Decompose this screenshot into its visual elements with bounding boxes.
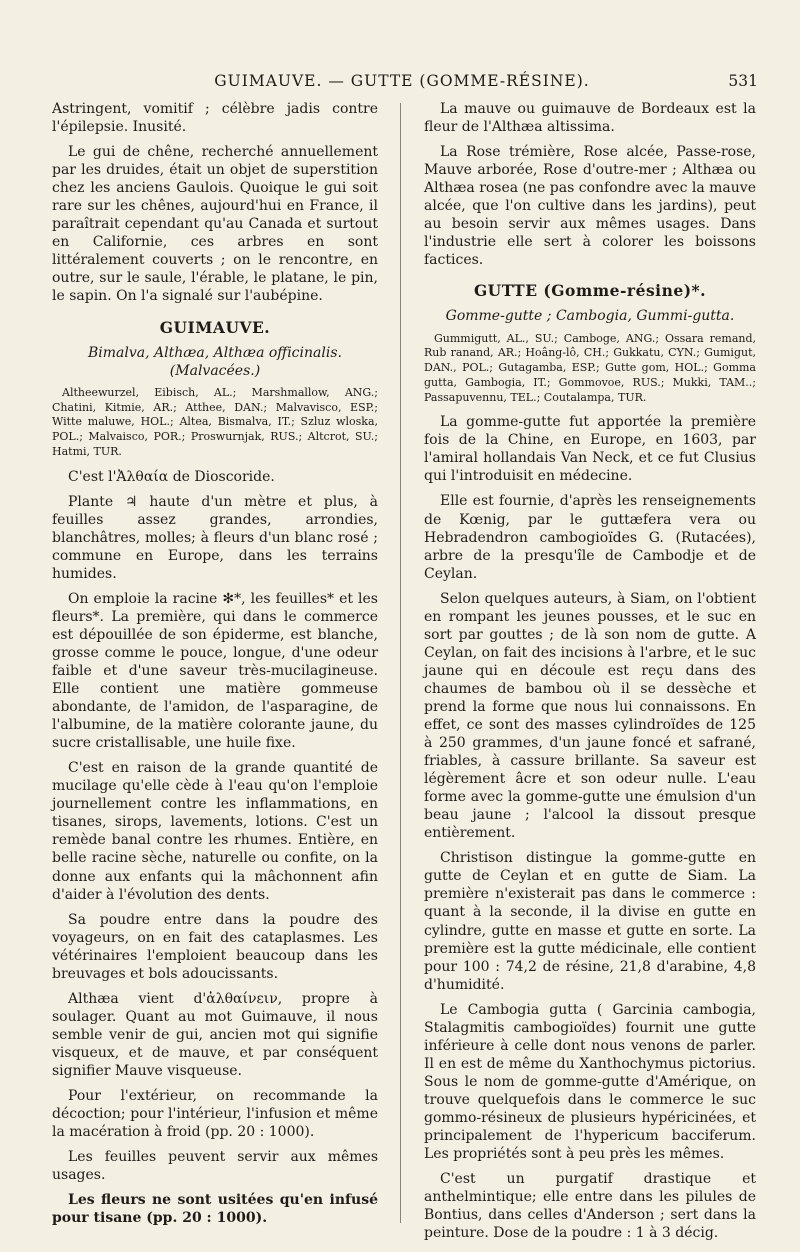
right-column xyxy=(424,100,756,1249)
paragraph: Le Cambogia gutta ( Garcinia cambogia, Stalagmitis cambogioïdes) fournit une gutte inférieure à celle dont nous venons de parler. Il en est de même du Xanthochymus pictorius. Sous le nom de gomme-gutte d'Amérique, on trouve quelquefois dans le commerce le suc gommo-résineux de plusieurs hypéricinées, et principalement de l'hypericum bacciferum. Les propriétés sont à peu près les mêmes. xyxy=(424,1001,756,1163)
page-number: 531 xyxy=(728,72,758,90)
section-heading-guimauve: GUIMAUVE. xyxy=(159,317,271,337)
paragraph: La mauve ou guimauve de Bordeaux est la fleur de l'Althæa altissima. xyxy=(424,101,756,136)
paragraph: Christison distingue la gomme-gutte en gutte de Ceylan et en gutte de Siam. La première n'existerait pas dans le commerce : quant à la seconde, il la divise en gutte en cylindre, gutte en masse et gutte en sorte. La première est la gutte médicinale, elle contient pour 100 : 74,2 de résine, 21,8 d'arabine, 4,8 d'humidité. xyxy=(424,850,756,993)
paragraph: Les feuilles peuvent servir aux mêmes usages. xyxy=(52,1149,378,1184)
foreign-names: Gummigutt, AL., SU.; Camboge, ANG.; Ossara remand, Rub ranand, AR.; Hoâng-lô, CH.; Gukkatu, CYN.; Gumigut, DAN., POL.; Gutagamba, ESP.; Gutte gom, HOL.; Gomma gutta, Gambogia, IT.; Gommovoe, RUS.; Mukki, TAM..; Passapuvennu, TEL.; Coutalampa, TUR. xyxy=(424,331,756,404)
paragraph: C'est l'Ἀλθαία de Dioscoride. xyxy=(68,468,275,485)
paragraph: La Rose trémière, Rose alcée, Passe-rose, Mauve arborée, Rose d'outre-mer ; Althæa ou Althæa rosea (ne pas confondre avec la mauve alcée, que l'on cultive dans les jardins), peut au besoin servir aux mêmes usages. Dans l'industrie elle sert à colorer les boissons factices. xyxy=(424,144,756,269)
paragraph: Le gui de chêne, recherché annuellement par les druides, était un objet de superstition chez les anciens Gaulois. Quoique le gui soit rare sur les chênes, aujourd'hui en France, il paraîtrait cependant qu'au Canada et surtout en Californie, ces arbres en sont littéralement couverts ; on le rencontre, en outre, sur le saule, l'érable, le platane, le pin, le sapin. On l'a signalé sur l'aubépine. xyxy=(52,144,378,305)
paragraph: Pour l'extérieur, on recommande la décoction; pour l'intérieur, l'infusion et même la macération à froid (pp. 20 : 1000). xyxy=(52,1088,378,1141)
paragraph: Astringent, vomitif ; célèbre jadis contre l'épilepsie. Inusité. xyxy=(52,101,378,136)
section-heading-gutte: GUTTE (Gomme-résine)*. xyxy=(473,281,707,301)
paragraph: Sa poudre entre dans la poudre des voyageurs, on en fait des cataplasmes. Les vétérinaires l'emploient beaucoup dans les breuvages et bols adoucissants. xyxy=(52,911,378,982)
paragraph: La gomme-gutte fut apportée la première fois de la Chine, en Europe, en 1603, par l'amiral hollandais Van Neck, et ce fut Clusius qui l'introduisit en médecine. xyxy=(424,414,756,485)
foreign-names: Altheewurzel, Eibisch, AL.; Marshmallow, ANG.; Chatini, Kitmie, AR.; Atthee, DAN.; Malvavisco, ESP.; Witte maluwe, HOL.; Altea, Bismalva, IT.; Szluz wloska, POL.; Malvaisco, POR.; Proswurnjak, RUS.; Altcrot, SU.; Hatmi, TUR. xyxy=(52,385,378,458)
paragraph: Plante ♃ haute d'un mètre et plus, à feuilles assez grandes, arrondies, blanchâtres, molles; à fleurs d'un blanc rosé ; commune en Europe, dans les terrains humides. xyxy=(52,493,378,582)
paragraph: C'est en raison de la grande quantité de mucilage qu'elle cède à l'eau qu'on l'emploie journellement contre les inflammations, en tisanes, sirops, lavements, lotions. C'est un remède banal contre les rhumes. Entière, en belle racine sèche, naturelle ou confite, on la donne aux enfants qui la mâchonnent afin d'aider à l'évolution des dents. xyxy=(52,760,378,903)
column-divider xyxy=(400,103,401,1223)
synonyms: Bimalva, Althæa, Althæa officinalis. (Malvacées.) xyxy=(88,344,342,379)
paragraph: Les fleurs ne sont usitées qu'en infusé pour tisane (pp. 20 : 1000). xyxy=(52,1192,378,1227)
paragraph: Selon quelques auteurs, à Siam, on l'obtient en rompant les jeunes pousses, et le suc en sort par gouttes ; de là son nom de gutte. A Ceylan, on fait des incisions à l'arbre, et le suc jaune qui en découle est reçu dans des chaumes de bambou où il se dessèche et prend la forme que nous lui connaissons. En effet, ce sont des masses cylindroïdes de 125 à 250 grammes, d'un jaune foncé et safrané, friables, à cassure brillante. Sa saveur est légèrement âcre et son odeur nulle. L'eau forme avec la gomme-gutte une émulsion d'un beau jaune ; l'alcool la dissout presque entièrement. xyxy=(424,590,756,842)
left-column xyxy=(52,100,378,1234)
paragraph: On emploie la racine ✻*, les feuilles* et les fleurs*. La première, qui dans le commerce est dépouillée de son épiderme, est blanche, grosse comme le pouce, longue, d'une odeur faible et d'une saveur très-mucilagineuse. Elle contient une matière gommeuse abondante, de l'amidon, de l'asparagine, de l'albumine, de la matière colorante jaune, du sucre cristallisable, une huile fixe. xyxy=(52,590,378,752)
synonyms: Gomme-gutte ; Cambogia, Gummi-gutta. xyxy=(445,308,735,325)
paragraph: Elle est fournie, d'après les renseignements de Kœnig, par le guttæfera vera ou Hebradendron cambogioïdes G. (Rutacées), arbre de la presqu'île de Cambodje et de Ceylan. xyxy=(424,493,756,582)
running-head xyxy=(46,72,758,94)
paragraph: C'est un purgatif drastique et anthelmintique; elle entre dans les pilules de Bontius, dans celles d'Anderson ; sert dans la peinture. Dose de la poudre : 1 à 3 décig. xyxy=(424,1171,756,1242)
running-title: GUIMAUVE. — GUTTE (GOMME-RÉSINE). xyxy=(214,72,590,90)
paragraph: Althæa vient d'ἀλθαίνειν, propre à soulager. Quant au mot Guimauve, il nous semble venir de gui, ancien mot qui signifie visqueux, et de mauve, et par conséquent signifier Mauve visqueuse. xyxy=(52,990,378,1079)
